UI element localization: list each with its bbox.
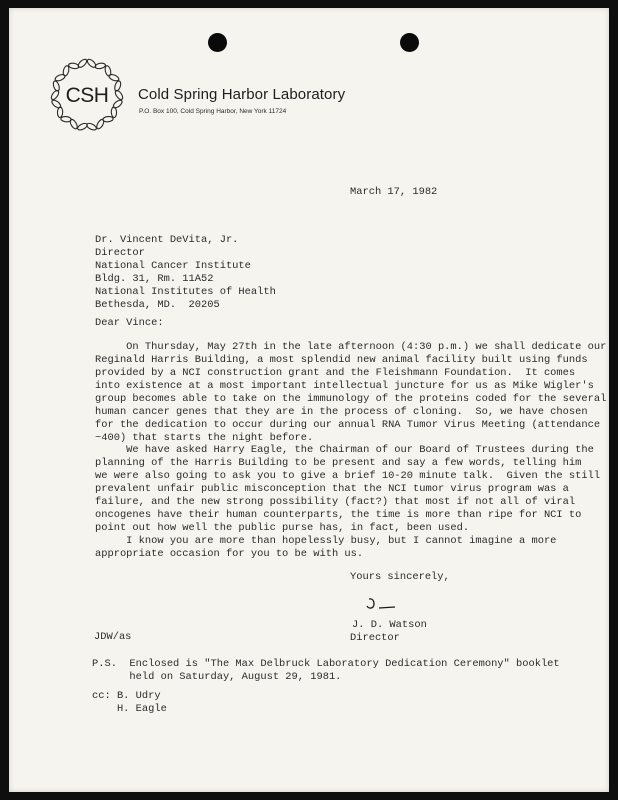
logo-chain-link: [57, 107, 63, 118]
logo-chain-link: [111, 107, 117, 118]
cc-line: H. Eagle: [92, 703, 167, 715]
logo-chain-link: [69, 118, 79, 130]
punch-hole-right: [400, 33, 419, 52]
letter-date: March 17, 1982: [350, 186, 438, 198]
recipient-line: Bldg. 31, Rm. 11A52: [95, 273, 214, 285]
logo-chain-link: [112, 99, 123, 110]
body-line: failure, and the new strong possibility (fact?) that most if not all of viral: [95, 496, 576, 508]
logo-chain-link: [77, 122, 89, 131]
logo-chain-link: [77, 58, 88, 69]
signer-name: J. D. Watson: [352, 619, 427, 631]
recipient-line: Dr. Vincent DeVita, Jr.: [95, 234, 239, 246]
organization-address: P.O. Box 100, Cold Spring Harbor, New York 11724: [139, 108, 287, 115]
recipient-line: Bethesda, MD. 20205: [95, 299, 220, 311]
typist-initials: JDW/as: [94, 631, 132, 643]
body-line: We have asked Harry Eagle, the Chairman of our Board of Trustees during the: [95, 444, 594, 456]
body-line: planning of the Harris Building to be present and say a few words, telling him: [95, 457, 582, 469]
cc-line: cc: B. Udry: [92, 690, 161, 702]
body-line: provided by a NCI construction grant and the Fleishmann Foundation. It comes: [95, 367, 576, 379]
body-line: group becomes able to take on the immunology of the proteins coded for the several: [95, 393, 607, 405]
salutation: Dear Vince:: [95, 317, 164, 329]
recipient-line: National Institutes of Health: [95, 286, 276, 298]
logo-text: CSH: [65, 84, 109, 107]
postscript-line: held on Saturday, August 29, 1981.: [92, 671, 342, 683]
logo-chain-link: [54, 73, 66, 82]
body-line: On Thursday, May 27th in the late afternoon (4:30 p.m.) we shall dedicate our: [95, 341, 607, 353]
recipient-line: National Cancer Institute: [95, 260, 251, 272]
closing: Yours sincerely,: [350, 571, 450, 583]
body-line: appropriate occasion for you to be with us.: [95, 548, 364, 560]
postscript-line: P.S. Enclosed is "The Max Delbruck Laboratory Dedication Ceremony" booklet: [92, 658, 560, 670]
punch-hole-left: [208, 33, 227, 52]
body-line: human cancer genes that they are in the process of cloning. So, we have chosen: [95, 406, 588, 418]
logo-chain-link: [61, 116, 72, 122]
body-line: point out how well the public purse has, in fact, been used.: [95, 522, 470, 534]
body-line: into existence at a most important intellectual juncture for us as Mike Wigler's: [95, 380, 594, 392]
body-line: prevalent unfair public misconception that the NCI tumor virus program was a: [95, 483, 569, 495]
logo-chain-link: [86, 122, 98, 131]
csh-logo: [48, 56, 126, 134]
body-line: I know you are more than hopelessly busy, but I cannot imagine a more: [95, 535, 557, 547]
recipient-line: Director: [95, 247, 145, 259]
signer-title: Director: [350, 632, 400, 644]
body-line: oncogenes have their human counterparts, the time is more than ripe for NCI to: [95, 509, 582, 521]
body-line: Reginald Harris Building, a most splendid new animal facility built using funds: [95, 354, 588, 366]
logo-chain-link: [51, 99, 62, 110]
body-line: for the dedication to occur during our annual RNA Tumor Virus Meeting (attendance: [95, 419, 601, 431]
organization-name: Cold Spring Harbor Laboratory: [138, 86, 346, 103]
signature-mark: [365, 595, 399, 613]
body-line: we were also going to ask you to give a brief 10-20 minute talk. Given the still: [95, 470, 601, 482]
body-line: ~400) that starts the night before.: [95, 432, 314, 444]
